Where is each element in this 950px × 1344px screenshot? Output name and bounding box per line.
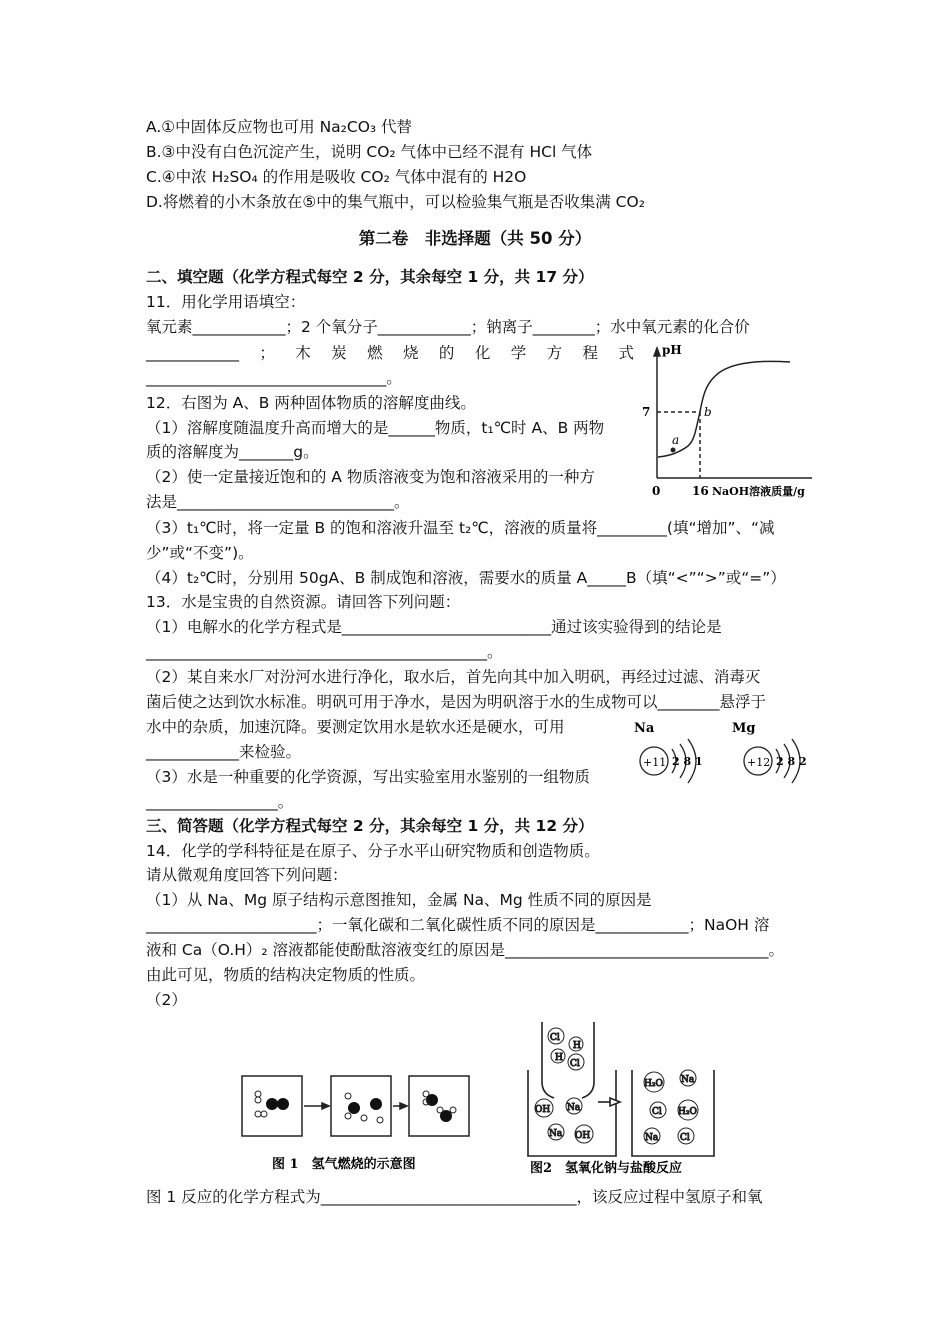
fig1-water-molecules <box>423 1091 456 1122</box>
q12-stem: 12．右图为 A、B 两种固体物质的溶解度曲线。 <box>146 394 476 412</box>
fig1-molecules-1 <box>255 1091 289 1117</box>
mg-nucleus-charge: +12 <box>747 756 771 769</box>
option-b: B.③中没有白色沉淀产生，说明 CO₂ 气体中已经不混有 HCl 气体 <box>146 143 593 161</box>
fig2-right-ions <box>644 1070 698 1144</box>
q14-2-equation: 图 1 反应的化学方程式为_________________________________，该反应过程中氢原子和氧 <box>146 1188 763 1206</box>
svg-text:H: H <box>555 1053 563 1063</box>
q11-line2 <box>146 342 634 364</box>
svg-text:Cl: Cl <box>550 1033 560 1043</box>
section-fill-heading: 二、填空题（化学方程式每空 2 分，其余每空 1 分，共 17 分） <box>146 268 594 286</box>
fig1-hydrogen-combustion <box>236 1070 486 1180</box>
fig1-box-2 <box>331 1076 391 1136</box>
svg-text:Na: Na <box>681 1075 695 1085</box>
option-c: C.④中浓 H₂SO₄ 的作用是吸收 CO₂ 气体中混有的 H2O <box>146 168 527 186</box>
fig2-arrow <box>610 1098 620 1106</box>
q11-char: 燃 <box>367 344 383 362</box>
q11-char: 炭 <box>331 344 347 362</box>
q13-2b: 菌后使之达到饮水标准。明矾可用于净水，是因为明矾溶于水的生成物可以________悬浮于 <box>146 693 767 711</box>
q11-char: 木 <box>295 344 311 362</box>
atom-structure-figure <box>628 716 818 788</box>
option-a: A.①中固体反应物也可用 Na₂CO₃ 代替 <box>146 118 413 136</box>
blank: ____________ <box>146 344 239 362</box>
part-two-title: 第二卷 非选择题（共 50 分） <box>358 229 592 248</box>
q14-1b: ______________________；一氧化碳和二氧化碳性质不同的原因是____________；NaOH 溶 <box>146 916 770 934</box>
q13-1a: （1）电解水的化学方程式是___________________________通过该实验得到的结论是 <box>146 618 722 636</box>
na-shell-electrons: 2 8 1 <box>672 755 703 768</box>
fig2-dropper-ions <box>548 1028 584 1070</box>
svg-text:OH: OH <box>535 1105 551 1115</box>
mg-symbol: Mg <box>732 721 756 736</box>
q14-2: （2） <box>146 991 187 1009</box>
q12-2a: （2）使一定量接近饱和的 A 物质溶液变为饱和溶液采用的一种方 <box>146 468 595 486</box>
fig2-caption: 图2 氢氧化钠与盐酸反应 <box>530 1161 683 1176</box>
point-a-label: a <box>672 433 680 447</box>
q13-1b: ____________________________________________。 <box>146 643 503 661</box>
q14-intro: 请从微观角度回答下列问题： <box>146 866 348 884</box>
svg-text:H: H <box>573 1041 581 1051</box>
fig1-caption: 图 1 氢气燃烧的示意图 <box>272 1157 416 1172</box>
fig1-arrowhead-1 <box>322 1103 329 1109</box>
y-axis-arrow <box>654 348 660 356</box>
q12-1a: （1）溶解度随温度升高而增大的是______物质，t₁℃时 A、B 两物 <box>146 419 605 437</box>
q11-char: 程 <box>582 344 599 362</box>
q11-line1: 氧元素____________；2 个氧分子____________；钠离子________；水中氧元素的化合价 <box>146 318 750 336</box>
section-short-heading: 三、简答题（化学方程式每空 2 分，其余每空 1 分，共 12 分） <box>146 817 594 835</box>
q11-char: ； <box>259 344 275 362</box>
q11-char: 烧 <box>403 344 419 362</box>
q13-2a: （2）某自来水厂对汾河水进行净化，取水后，首先向其中加入明矾，再经过过滤、消毒灭 <box>146 668 761 686</box>
point-b-label: b <box>704 405 712 419</box>
q12-2b: 法是____________________________。 <box>146 493 410 511</box>
fig1-atoms-2 <box>345 1093 383 1123</box>
svg-text:Na: Na <box>549 1129 563 1139</box>
fig2-left-ions <box>535 1098 593 1143</box>
svg-text:H₂O: H₂O <box>678 1107 697 1117</box>
q12-3a: （3）t₁℃时，将一定量 B 的饱和溶液升温至 t₂℃，溶液的质量将_________(填“增加”、“减 <box>146 519 775 537</box>
x-mark-16: 16 <box>692 484 709 498</box>
na-atom <box>634 721 703 783</box>
q11-char: 化 <box>474 344 491 362</box>
q11-stem: 11．用化学用语填空： <box>146 293 306 311</box>
na-symbol: Na <box>634 721 655 736</box>
svg-text:Na: Na <box>567 1103 581 1113</box>
na-nucleus-charge: +11 <box>643 756 667 769</box>
q13-2d: ____________来检验。 <box>146 743 302 761</box>
q13-stem: 13．水是宝贵的自然资源。请回答下列问题： <box>146 593 461 611</box>
y-axis-label: pH <box>662 343 682 357</box>
q13-3b: _________________。 <box>146 793 294 811</box>
mg-atom <box>732 721 807 783</box>
q12-4: （4）t₂℃时，分别用 50gA、B 制成饱和溶液，需要水的质量 A_____B（填“<”“>”或“=”） <box>146 569 786 587</box>
q14-1c: 液和 Ca（O.H）₂ 溶液都能使酚酞溶液变红的原因是__________________________________。 <box>146 941 785 959</box>
svg-text:OH: OH <box>575 1131 591 1141</box>
q13-2c: 水中的杂质，加速沉降。要测定饮用水是软水还是硬水，可用 <box>146 718 565 736</box>
fig1-box-3 <box>409 1076 469 1136</box>
q11-char: 方 <box>546 344 563 362</box>
q12-3b: 少”或“不变”)。 <box>146 544 254 562</box>
option-d: D.将燃着的小木条放在⑤中的集气瓶中，可以检验集气瓶是否收集满 CO₂ <box>146 193 645 211</box>
ph-curve-figure <box>640 340 820 500</box>
fig2-neutralization <box>518 1016 728 1180</box>
q11-char: 学 <box>510 344 527 362</box>
q13-3a: （3）水是一种重要的化学资源，写出实验室用水鉴别的一组物质 <box>146 768 590 786</box>
svg-text:Cl: Cl <box>570 1059 580 1069</box>
svg-text:Cl: Cl <box>680 1133 690 1143</box>
y-mark-7: 7 <box>642 405 651 419</box>
x-zero: 0 <box>652 484 661 498</box>
x-axis-label: NaOH溶液质量/g <box>712 485 805 498</box>
q12-1b: 质的溶解度为_______g。 <box>146 443 319 461</box>
q14-1d: 由此可见，物质的结构决定物质的性质。 <box>146 966 426 984</box>
q14-1a: （1）从 Na、Mg 原子结构示意图推知，金属 Na、Mg 性质不同的原因是 <box>146 891 652 909</box>
svg-text:H₂O: H₂O <box>644 1079 663 1089</box>
mg-shell-electrons: 2 8 2 <box>776 755 807 768</box>
q11-char: 式 <box>618 344 634 362</box>
q11-char: 的 <box>438 344 455 362</box>
fig1-arrowhead-2 <box>400 1103 407 1109</box>
svg-text:Na: Na <box>645 1133 659 1143</box>
q11-line3: _______________________________。 <box>146 369 402 387</box>
q14-stem: 14．化学的学科特征是在原子、分子水平山研究物质和创造物质。 <box>146 842 600 860</box>
point-a-marker <box>671 448 676 453</box>
svg-text:Cl: Cl <box>652 1107 662 1117</box>
